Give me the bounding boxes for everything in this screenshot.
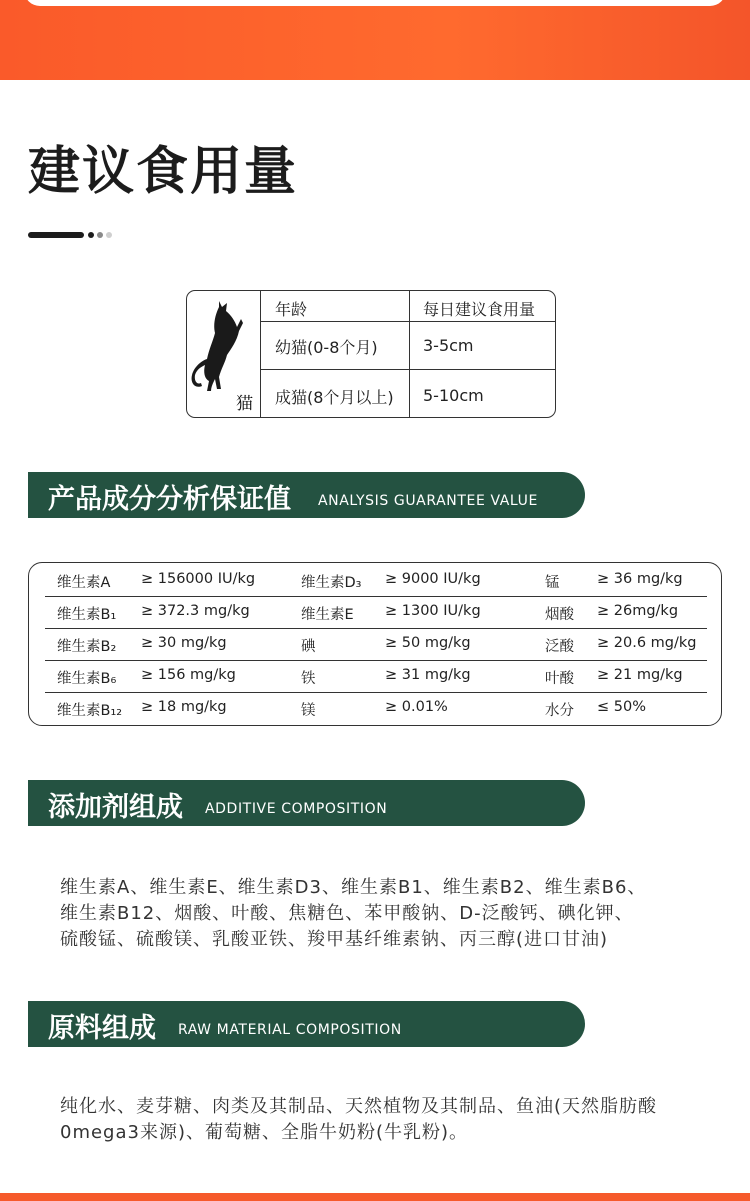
- title-underline: [28, 232, 84, 238]
- nutrient-value: ≥ 36 mg/kg: [597, 571, 683, 587]
- analysis-row: [45, 564, 707, 597]
- nutrient-value: ≥ 372.3 mg/kg: [141, 603, 250, 619]
- section-title-zh: 原料组成: [48, 1013, 156, 1044]
- nutrient-name: 维生素D₃: [301, 575, 362, 591]
- nutrient-value: ≥ 31 mg/kg: [385, 667, 471, 683]
- deco-dot-3: [106, 232, 112, 238]
- nutrient-name: 维生素B₂: [57, 639, 117, 655]
- feed-divider-v: [409, 291, 410, 417]
- section-title-en: RAW MATERIAL COMPOSITION: [178, 1022, 402, 1038]
- deco-dot-1: [88, 232, 94, 238]
- text-line: 硫酸锰、硫酸镁、乳酸亚铁、羧甲基纤维素钠、丙三醇(进口甘油): [60, 929, 609, 950]
- raw-material-text: [60, 1094, 710, 1146]
- adult-amount: 5-10cm: [423, 386, 484, 405]
- text-line: 维生素B12、烟酸、叶酸、焦糖色、苯甲酸钠、D-泛酸钙、碘化钾、: [60, 903, 634, 924]
- nutrient-value: ≥ 26mg/kg: [597, 603, 679, 619]
- header-age: 年龄: [275, 300, 308, 319]
- nutrient-value: ≥ 0.01%: [385, 699, 448, 715]
- additive-composition-text: [60, 875, 710, 953]
- section-header-additive: [28, 780, 585, 826]
- section-title-en: ANALYSIS GUARANTEE VALUE: [318, 493, 538, 509]
- cat-icon: [191, 297, 253, 397]
- nutrient-name: 碘: [301, 639, 316, 655]
- section-header-raw: [28, 1001, 585, 1047]
- kitten-amount: 3-5cm: [423, 336, 474, 355]
- analysis-row: [45, 628, 707, 661]
- feeding-table: [186, 290, 556, 418]
- nutrient-value: ≥ 156 mg/kg: [141, 667, 236, 683]
- analysis-row: [45, 692, 707, 724]
- nutrient-value: ≥ 30 mg/kg: [141, 635, 227, 651]
- nutrient-name: 烟酸: [545, 607, 574, 623]
- text-line: 维生素A、维生素E、维生素D3、维生素B1、维生素B2、维生素B6、: [60, 877, 647, 898]
- text-line: 0mega3来源)、葡萄糖、全脂牛奶粉(牛乳粉)。: [60, 1122, 469, 1143]
- nutrient-name: 维生素B₆: [57, 671, 117, 687]
- header-amount: 每日建议食用量: [423, 300, 536, 319]
- top-banner: [0, 0, 750, 80]
- bottom-bar: [0, 1193, 750, 1201]
- cat-cell: [187, 291, 261, 417]
- nutrient-name: 锰: [545, 575, 560, 591]
- nutrient-name: 水分: [545, 703, 574, 719]
- nutrient-value: ≥ 18 mg/kg: [141, 699, 227, 715]
- analysis-row: [45, 596, 707, 629]
- nutrient-name: 铁: [301, 671, 316, 687]
- feed-divider-h1: [260, 321, 555, 322]
- nutrient-value: ≥ 50 mg/kg: [385, 635, 471, 651]
- page-title: 建议食用量: [28, 142, 299, 202]
- nutrient-value: ≥ 156000 IU/kg: [141, 571, 256, 587]
- text-line: 纯化水、麦芽糖、肉类及其制品、天然植物及其制品、鱼油(天然脂肪酸: [60, 1096, 658, 1117]
- nutrient-value: ≤ 50%: [597, 699, 646, 715]
- analysis-table: [28, 562, 722, 726]
- nutrient-name: 维生素A: [57, 575, 111, 591]
- adult-age: 成猫(8个月以上): [275, 388, 394, 407]
- feed-divider-h2: [260, 369, 555, 370]
- nutrient-name: 镁: [301, 703, 316, 719]
- section-title-en: ADDITIVE COMPOSITION: [205, 801, 388, 817]
- nutrient-value: ≥ 1300 IU/kg: [385, 603, 481, 619]
- nutrient-name: 叶酸: [545, 671, 574, 687]
- analysis-row: [45, 660, 707, 693]
- section-header-analysis: [28, 472, 585, 518]
- banner-notch: [24, 0, 726, 6]
- section-title-zh: 产品成分分析保证值: [48, 484, 291, 515]
- nutrient-name: 泛酸: [545, 639, 574, 655]
- nutrient-value: ≥ 9000 IU/kg: [385, 571, 481, 587]
- nutrient-name: 维生素E: [301, 607, 354, 623]
- nutrient-name: 维生素B₁₂: [57, 703, 123, 719]
- deco-dot-2: [97, 232, 103, 238]
- nutrient-value: ≥ 20.6 mg/kg: [597, 635, 697, 651]
- kitten-age: 幼猫(0-8个月): [275, 338, 378, 357]
- nutrient-value: ≥ 21 mg/kg: [597, 667, 683, 683]
- cat-label: 猫: [236, 394, 253, 414]
- section-title-zh: 添加剂组成: [48, 792, 183, 823]
- nutrient-name: 维生素B₁: [57, 607, 117, 623]
